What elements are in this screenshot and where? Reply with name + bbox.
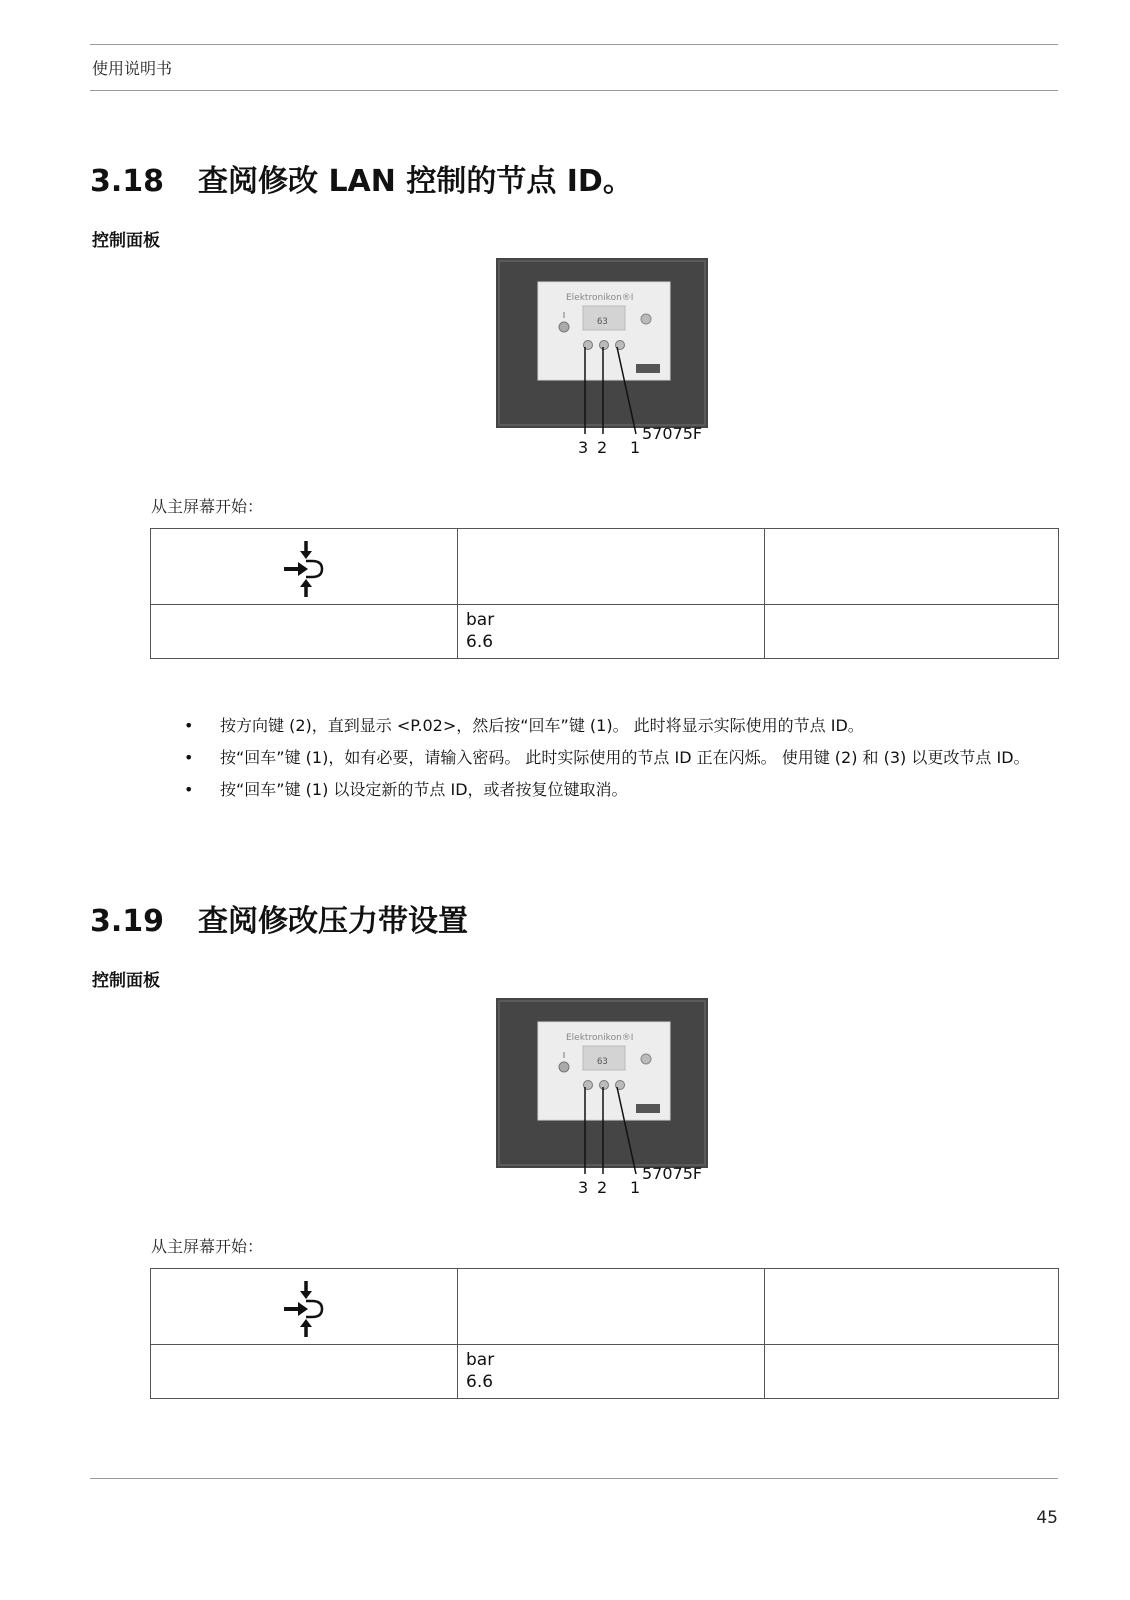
panel-display-value: 63 [597,1057,608,1067]
key-table [150,528,1059,659]
section-title-3-19 [90,896,468,940]
callout-1: 1 [630,1178,641,1197]
key-table-cell [151,1269,458,1345]
panel-brand-label: Elektronikon®I [566,293,634,303]
callout-1: 1 [630,438,641,457]
pressure-unit: bar [466,610,495,630]
section-number: 3.19 [90,904,165,939]
key-table-cell [458,1269,765,1345]
panel-display-value: 63 [597,317,608,327]
section-title-3-18 [90,156,633,200]
enter-key-icon [282,539,326,599]
figure-code: 57075F [642,424,703,443]
key-table-cell [151,529,458,605]
panel-brand-label: Elektronikon®I [566,1033,634,1043]
footer-rule [90,1478,1058,1479]
start-button-icon [559,1062,569,1072]
stop-button-icon [641,1054,651,1064]
running-header: 使用说明书 [92,59,173,78]
list-item: • 按“回车”键 (1)，如有必要，请输入密码。 此时实际使用的节点 ID 正在闪烁。 使用键 (2) 和 (3) 以更改节点 ID。 [178,742,1038,774]
stop-button-icon [641,314,651,324]
key-table-cell [151,1345,458,1399]
intro-text: 从主屏幕开始： [151,497,264,516]
start-button-icon [559,322,569,332]
control-panel-figure [496,258,714,462]
pressure-value: 6.6 [466,632,494,652]
key-table-cell [765,1345,1059,1399]
list-item: • 按方向键 (2)，直到显示 <P.02>，然后按“回车”键 (1)。 此时将显示实际使用的节点 ID。 [178,710,1038,742]
key-table-cell [458,529,765,605]
key-table [150,1268,1059,1399]
section-number: 3.18 [90,164,165,199]
key-2-icon [600,341,609,350]
header-rule-bottom [90,90,1058,91]
logo-plate-icon [636,364,660,373]
section-heading: 查阅修改 LAN 控制的节点 ID。 [198,164,633,199]
subhead-control-panel: 控制面板 [92,231,160,251]
control-panel-figure [496,998,714,1202]
page-number: 45 [1036,1508,1058,1528]
intro-text: 从主屏幕开始： [151,1237,264,1256]
pressure-unit: bar [466,1350,495,1370]
subhead-control-panel: 控制面板 [92,971,160,991]
enter-key-icon [282,1279,326,1339]
callout-2: 2 [597,438,608,457]
figure-code: 57075F [642,1164,703,1183]
key-table-cell [765,529,1059,605]
display-readout-cell [458,1345,765,1399]
key-table-cell [765,605,1059,659]
display-readout-cell [458,605,765,659]
callout-3: 3 [578,438,589,457]
list-item: • 按“回车”键 (1) 以设定新的节点 ID，或者按复位键取消。 [178,774,1038,806]
callout-3: 3 [578,1178,589,1197]
callout-2: 2 [597,1178,608,1197]
logo-plate-icon [636,1104,660,1113]
pressure-value: 6.6 [466,1372,494,1392]
section-heading: 查阅修改压力带设置 [198,904,468,939]
instruction-list [178,710,1038,806]
header-rule-top [90,44,1058,45]
key-table-cell [765,1269,1059,1345]
key-table-cell [151,605,458,659]
key-2-icon [600,1081,609,1090]
